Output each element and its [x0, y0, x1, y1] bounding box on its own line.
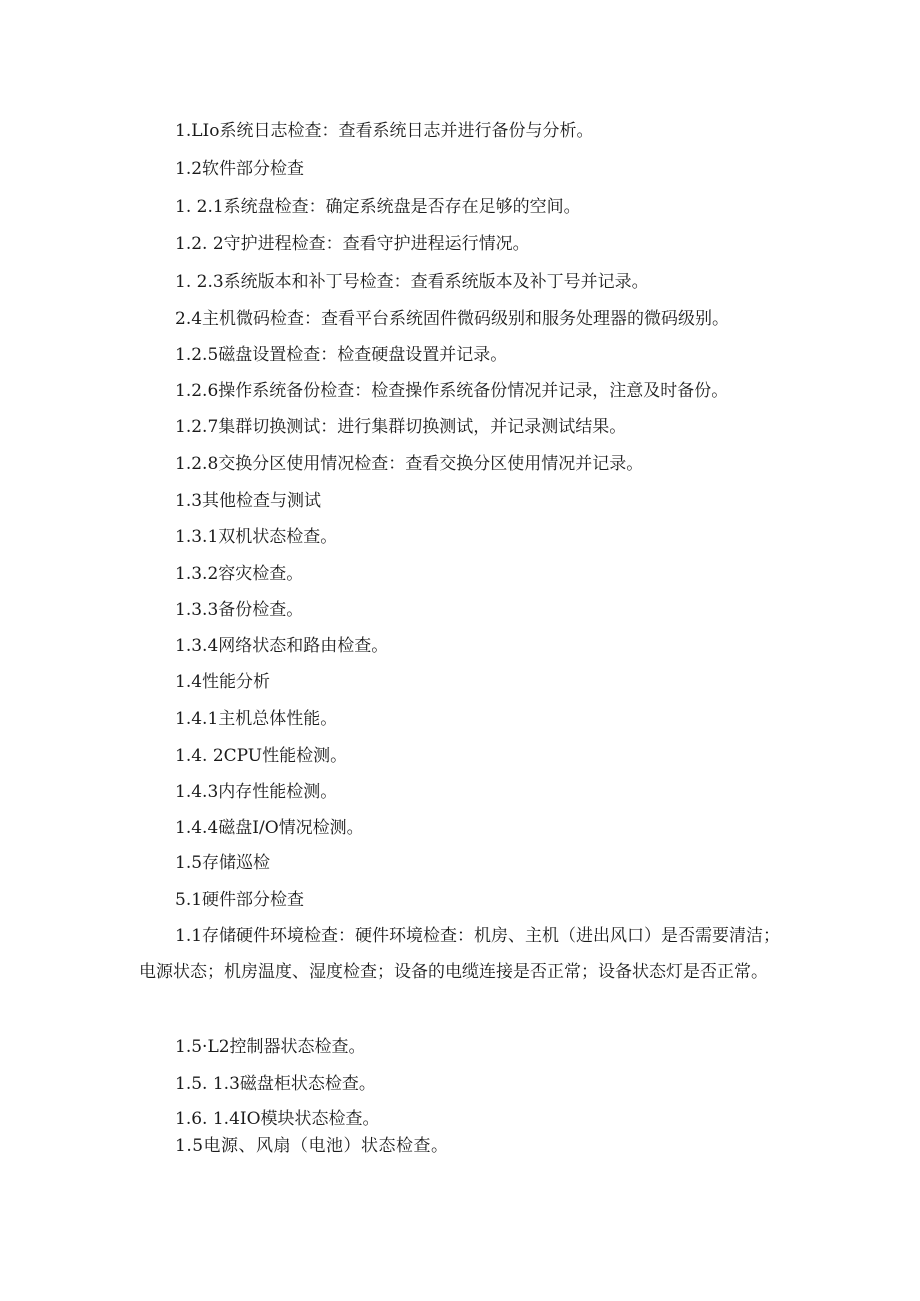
text-line: 1.4.4磁盘I/O情况检测。	[175, 818, 364, 838]
text-line: 1.6. 1.4IO模块状态检查。	[175, 1109, 380, 1129]
text-line: 1.3.3备份检查。	[175, 600, 304, 620]
section-heading: 1.3其他检查与测试	[175, 491, 322, 511]
text-line: 1.4.1主机总体性能。	[175, 709, 338, 729]
text-line: 1.2.7集群切换测试：进行集群切换测试，并记录测试结果。	[175, 417, 627, 437]
text-line: 1.5. 1.3磁盘柜状态检查。	[175, 1074, 376, 1094]
text-line: 1.5电源、风扇（电池）状态检查。	[175, 1136, 449, 1156]
text-line: 1.2.6操作系统备份检查：检查操作系统备份情况并记录，注意及时备份。	[175, 381, 729, 401]
text-line: 1.2. 2守护进程检查：查看守护进程运行情况。	[175, 234, 530, 254]
text-line: 1.3.1双机状态检查。	[175, 527, 338, 547]
text-line: 1. 2.3系统版本和补丁号检查：查看系统版本及补丁号并记录。	[175, 272, 649, 292]
text-line: 1.2.5磁盘设置检查：检查硬盘设置并记录。	[175, 345, 508, 365]
text-line: 1.3.4网络状态和路由检查。	[175, 636, 389, 656]
text-line: 1.2.8交换分区使用情况检查：查看交换分区使用情况并记录。	[175, 454, 644, 474]
text-line: 1. 2.1系统盘检查：确定系统盘是否存在足够的空间。	[175, 197, 581, 217]
text-paragraph: 1.1存储硬件环境检查：硬件环境检查：机房、主机（进出风口）是否需要清洁；电源状态；机房温度、湿度检查；设备的电缆连接是否正常；设备状态灯是否正常。	[139, 926, 781, 982]
text-line: 1.LIo系统日志检查：查看系统日志并进行备份与分析。	[175, 121, 594, 141]
text-line: 2.4主机微码检查：查看平台系统固件微码级别和服务处理器的微码级别。	[175, 309, 730, 329]
text-line: 1.4.3内存性能检测。	[175, 782, 338, 802]
section-heading: 1.5存储巡检	[175, 853, 271, 873]
section-heading: 5.1硬件部分检查	[175, 890, 305, 910]
section-heading: 1.4性能分析	[175, 672, 271, 692]
text-line: 1.3.2容灾检查。	[175, 564, 304, 584]
text-line: 1.5·L2控制器状态检查。	[175, 1037, 366, 1057]
text-line: 1.4. 2CPU性能检测。	[175, 746, 348, 766]
section-heading: 1.2软件部分检查	[175, 159, 305, 179]
